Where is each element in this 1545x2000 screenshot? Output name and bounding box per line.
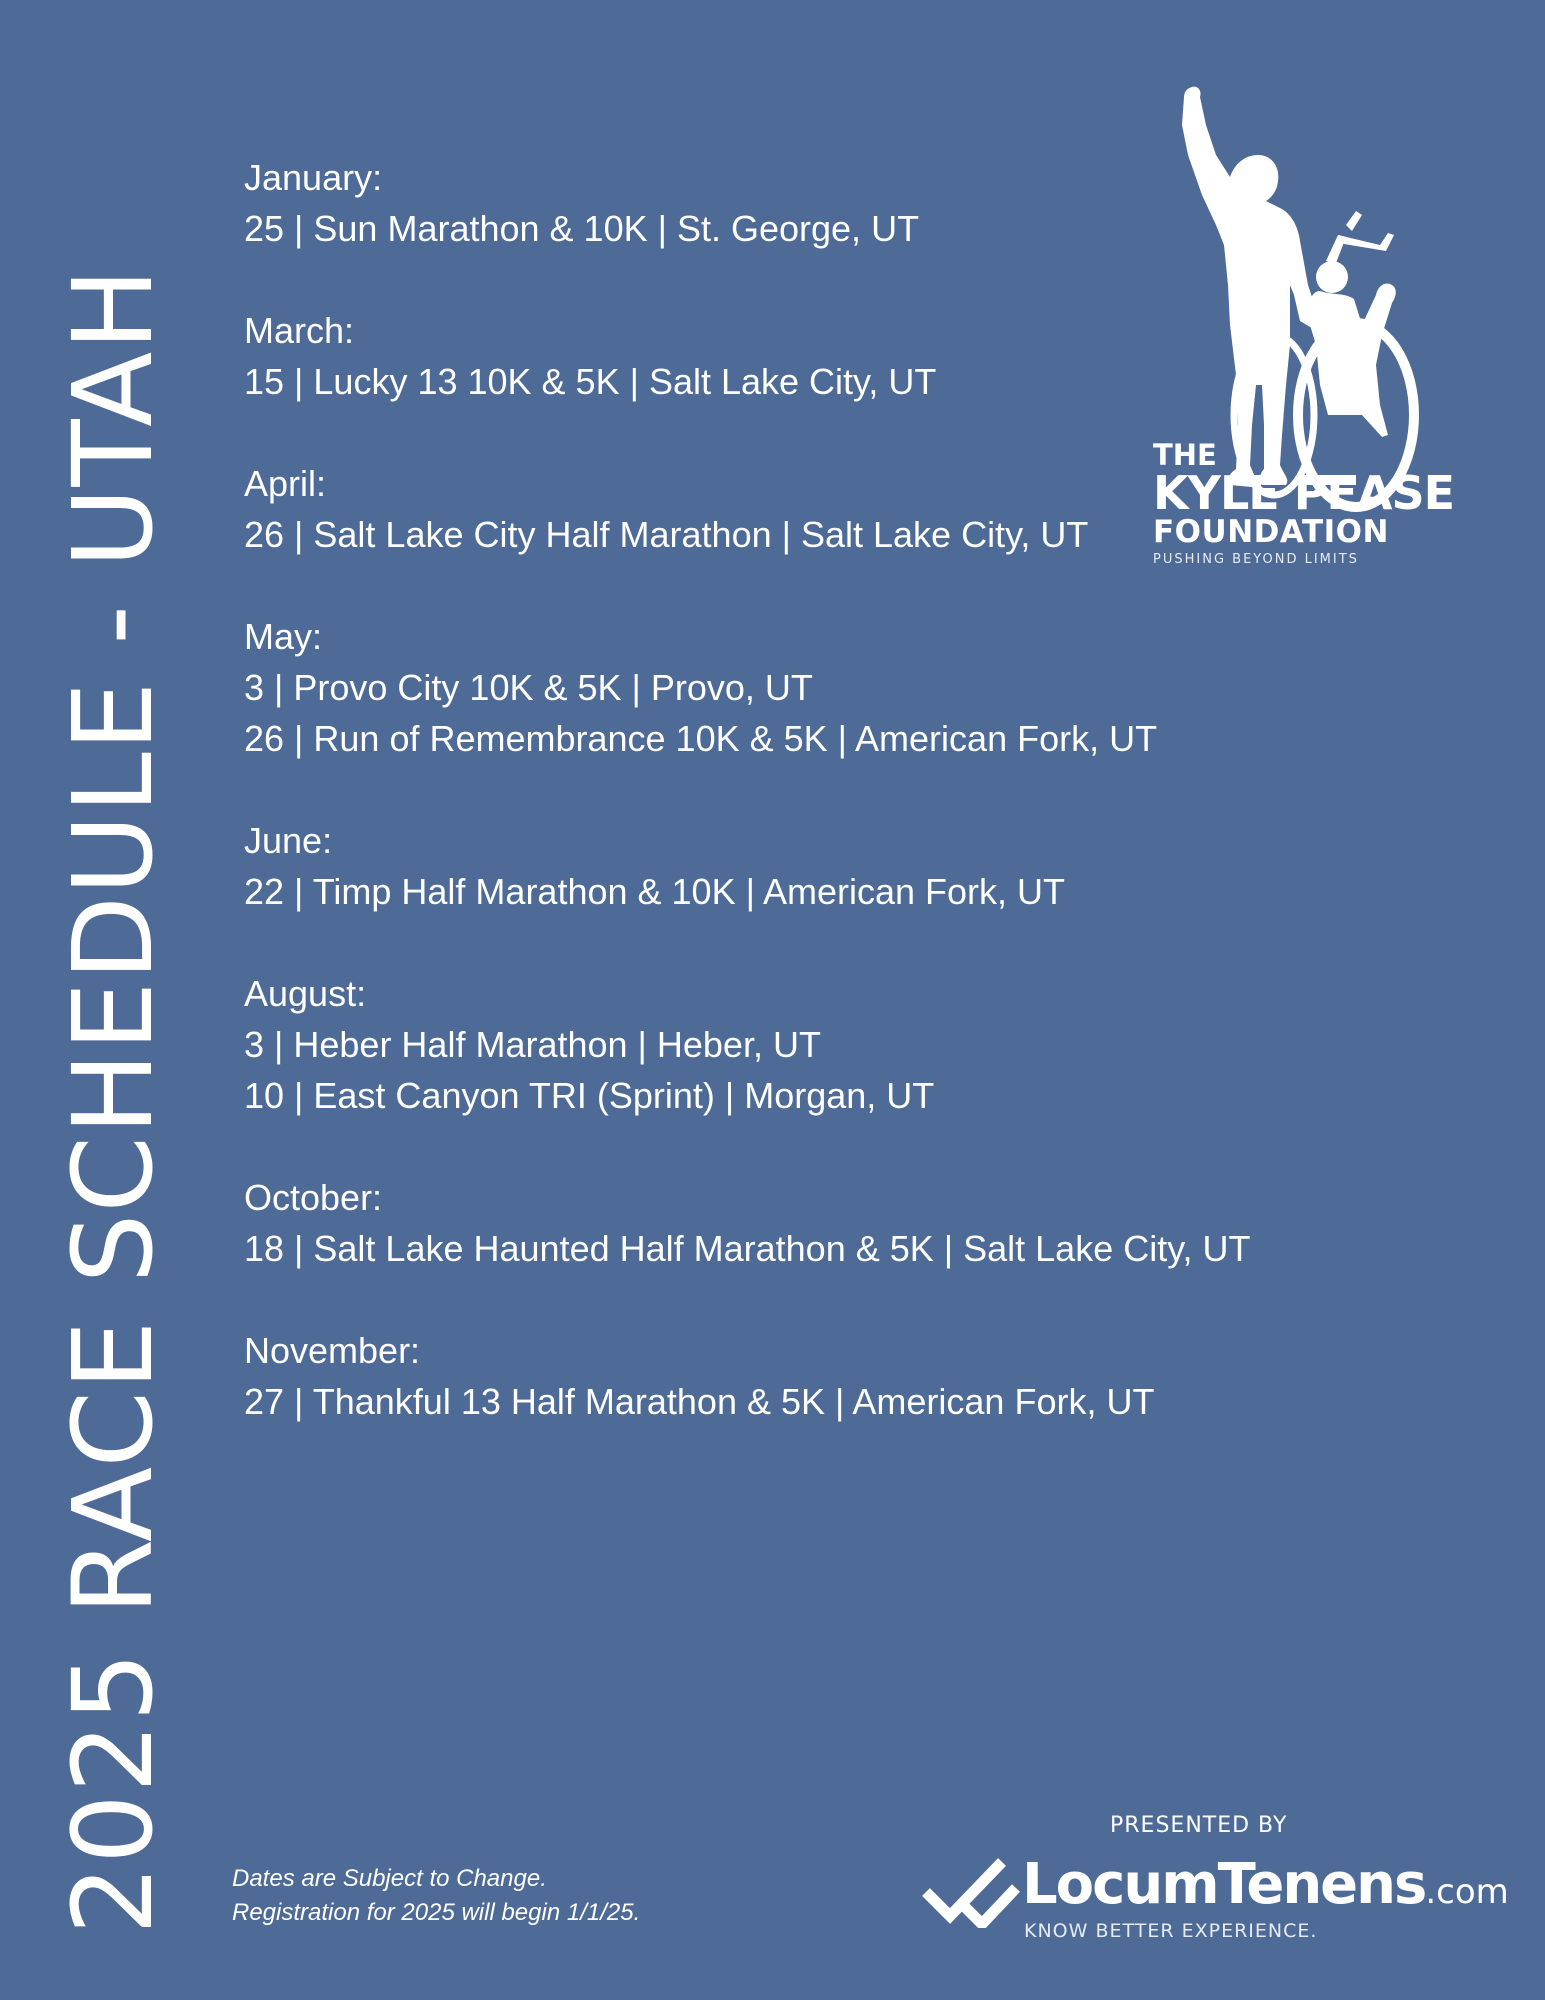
footer-note-line-2: Registration for 2025 will begin 1/1/25. <box>232 1899 641 1926</box>
race-entry: 3 | Heber Half Marathon | Heber, UT <box>244 1024 821 1065</box>
race-entry: 10 | East Canyon TRI (Sprint) | Morgan, UT <box>244 1075 935 1116</box>
month-block-october <box>244 1172 1324 1274</box>
race-entry: 22 | Timp Half Marathon & 10K | American Fork, UT <box>244 871 1066 912</box>
sponsor-name <box>1022 1850 1509 1927</box>
race-entry: 15 | Lucky 13 10K & 5K | Salt Lake City, UT <box>244 361 937 402</box>
month-name: October: <box>244 1177 383 1218</box>
month-name: March: <box>244 310 355 351</box>
month-name: August: <box>244 973 367 1014</box>
month-name: January: <box>244 157 383 198</box>
month-block-august <box>244 968 1324 1121</box>
month-name: May: <box>244 616 323 657</box>
race-entry: 26 | Salt Lake City Half Marathon | Salt Lake City, UT <box>244 514 1089 555</box>
page-title: 2025 RACE SCHEDULE - UTAH <box>49 266 177 1935</box>
sponsor-logo <box>920 1850 1509 1942</box>
sponsor-tagline: KNOW BETTER EXPERIENCE. <box>1024 1920 1318 1942</box>
sponsor-domain: .com <box>1425 1872 1509 1912</box>
month-block-november <box>244 1325 1324 1427</box>
month-name: April: <box>244 463 327 504</box>
race-entry: 18 | Salt Lake Haunted Half Marathon & 5K | Salt Lake City, UT <box>244 1228 1251 1269</box>
foundation-tagline: PUSHING BEYOND LIMITS <box>1153 552 1359 567</box>
race-entry: 26 | Run of Remembrance 10K & 5K | American Fork, UT <box>244 718 1158 759</box>
presented-by-label: PRESENTED BY <box>1110 1813 1288 1838</box>
foundation-logo-the: THE <box>1153 438 1217 472</box>
footer-note <box>232 1862 640 1930</box>
month-name: November: <box>244 1330 421 1371</box>
foundation-logo <box>1153 440 1483 567</box>
sponsor-name-text: LocumTenens <box>1022 1852 1426 1917</box>
month-block-may <box>244 611 1324 764</box>
month-name: June: <box>244 820 333 861</box>
race-entry: 27 | Thankful 13 Half Marathon & 5K | American Fork, UT <box>244 1381 1155 1422</box>
month-block-june <box>244 815 1324 917</box>
footer-note-line-1: Dates are Subject to Change. <box>232 1865 547 1892</box>
foundation-logo-foundation: FOUNDATION <box>1153 514 1389 550</box>
race-entry: 25 | Sun Marathon & 10K | St. George, UT <box>244 208 920 249</box>
locum-chevron-check-icon <box>920 1852 1020 1928</box>
foundation-logo-name: KYLE PEASE <box>1153 466 1454 520</box>
race-entry: 3 | Provo City 10K & 5K | Provo, UT <box>244 667 813 708</box>
